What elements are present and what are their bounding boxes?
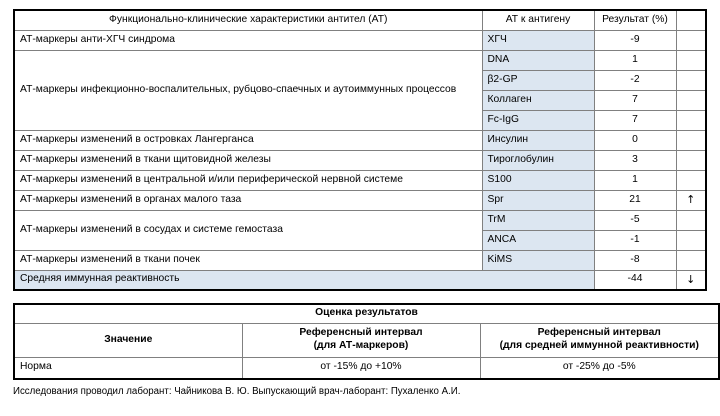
row-value: 21 [594,190,676,210]
row-antigen: S100 [482,170,594,190]
row-value: -9 [594,30,676,50]
evaluation-header-row [14,323,719,357]
row-characteristic: АТ-маркеры инфекционно-воспалительных, рубцово-спаечных и аутоиммунных процессов [14,50,482,130]
evaluation-header-value: Значение [14,323,242,357]
row-value: -1 [594,230,676,250]
table-row [14,50,706,70]
table-row [14,130,706,150]
row-value: 3 [594,150,676,170]
row-antigen: Коллаген [482,90,594,110]
mean-immune-reactivity-row [14,270,706,290]
table-row [14,250,706,270]
table-row [14,150,706,170]
header-antigen: АТ к антигену [482,10,594,30]
row-flag [676,170,706,190]
total-value: -44 [594,270,676,290]
total-flag-down-arrow-icon: ↓ [676,270,706,290]
row-value: 7 [594,90,676,110]
row-antigen: DNA [482,50,594,70]
row-characteristic: АТ-маркеры изменений в островках Лангерганса [14,130,482,150]
header-flag [676,10,706,30]
row-antigen: ANCA [482,230,594,250]
ref-markers-line-2: (для АТ-маркеров) [313,340,409,351]
row-flag [676,70,706,90]
row-antigen: β2-GP [482,70,594,90]
row-antigen: KiMS [482,250,594,270]
row-flag-up-arrow-icon: ↑ [676,190,706,210]
row-flag [676,150,706,170]
row-antigen: Тироглобулин [482,150,594,170]
evaluation-header-ref-mean [480,323,719,357]
row-value: 7 [594,110,676,130]
row-flag [676,130,706,150]
evaluation-header-ref-markers [242,323,480,357]
row-characteristic: АТ-маркеры изменений в ткани щитовидной железы [14,150,482,170]
evaluation-title: Оценка результатов [14,304,719,323]
header-characteristic: Функционально-клинические характеристики антител (АТ) [14,10,482,30]
row-antigen: Spr [482,190,594,210]
row-value: -5 [594,210,676,230]
row-flag [676,50,706,70]
row-antigen: TrM [482,210,594,230]
row-flag [676,230,706,250]
row-value: 1 [594,50,676,70]
report-footer: Исследования проводил лаборант: Чайникова В. Ю. Выпускающий врач-лаборант: Пухаленко А.И. [13,386,461,397]
table-row [14,210,706,230]
row-antigen: Инсулин [482,130,594,150]
ref-mean-line-1: Референсный интервал [537,327,661,339]
evaluation-value: Норма [14,357,242,379]
evaluation-title-row [14,304,719,323]
ref-markers-line-1: Референсный интервал [299,327,423,339]
antibody-results-table [13,9,707,291]
row-flag [676,210,706,230]
row-value: -8 [594,250,676,270]
row-characteristic: АТ-маркеры изменений в сосудах и системе гемостаза [14,210,482,250]
evaluation-section [13,303,720,380]
row-antigen: Fc-IgG [482,110,594,130]
evaluation-ref-mean: от -25% до -5% [480,357,719,379]
row-characteristic: АТ-маркеры изменений в центральной и/или периферической нервной системе [14,170,482,190]
table-row [14,357,719,379]
table-row [14,190,706,210]
header-result: Результат (%) [594,10,676,30]
results-table-body [14,10,706,290]
row-value: 1 [594,170,676,190]
evaluation-table-body [14,304,719,379]
row-flag [676,110,706,130]
row-antigen: ХГЧ [482,30,594,50]
table-row [14,170,706,190]
results-header-row [14,10,706,30]
row-characteristic: АТ-маркеры изменений в органах малого таза [14,190,482,210]
row-characteristic: АТ-маркеры анти-ХГЧ синдрома [14,30,482,50]
row-flag [676,90,706,110]
row-flag [676,250,706,270]
total-label: Средняя иммунная реактивность [14,270,594,290]
row-value: 0 [594,130,676,150]
evaluation-ref-markers: от -15% до +10% [242,357,480,379]
row-value: -2 [594,70,676,90]
row-characteristic: АТ-маркеры изменений в ткани почек [14,250,482,270]
ref-mean-line-2: (для средней иммунной реактивности) [499,340,699,351]
evaluation-table [13,303,720,380]
table-row [14,30,706,50]
row-flag [676,30,706,50]
